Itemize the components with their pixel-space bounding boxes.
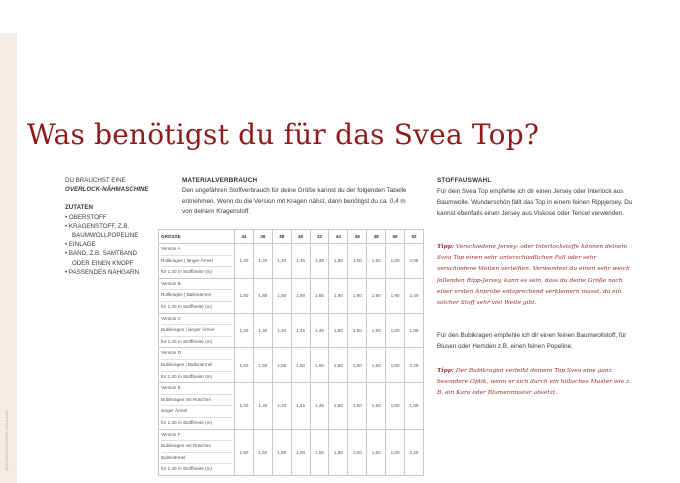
consumption-value: 1,85 xyxy=(310,278,329,313)
table-row xyxy=(159,429,424,475)
fabric-heading: STOFFAUSWAHL xyxy=(437,177,492,184)
consumption-value: 1,50 xyxy=(235,348,254,383)
consumption-value: 1,50 xyxy=(329,383,348,429)
version-description-line: Bubikragen | Ballonärmel xyxy=(161,360,232,372)
consumption-value: 1,40 xyxy=(235,244,254,279)
consumption-value: 1,50 xyxy=(291,429,310,475)
consumption-value: 1,50 xyxy=(367,244,386,279)
consumption-value: 1,80 xyxy=(235,278,254,313)
version-description-line: für 1,40 m Stoffbreite (m) xyxy=(161,466,212,472)
consumption-value: 1,80 xyxy=(272,278,291,313)
version-description-line: Version C xyxy=(161,314,232,326)
fabric-consumption-table xyxy=(158,229,424,476)
consumption-value: 1,60 xyxy=(386,383,405,429)
need-label: DU BRAUCHST EINE xyxy=(65,177,126,184)
consumption-value: 1,90 xyxy=(348,278,367,313)
ingredient-item: • EINLAGE xyxy=(65,241,96,249)
consumption-value: 1,50 xyxy=(329,313,348,348)
version-description xyxy=(159,244,235,279)
version-description xyxy=(159,278,235,313)
ingredient-item: ODER EINEN KNOPF xyxy=(72,259,134,267)
table-row xyxy=(159,348,424,383)
consumption-value: 1,50 xyxy=(367,313,386,348)
consumption-value: 1,50 xyxy=(348,313,367,348)
version-description-line: für 1,40 m Stoffbreite (m) xyxy=(161,373,212,379)
consumption-value: 1,45 xyxy=(291,313,310,348)
consumption-value: 1,40 xyxy=(272,383,291,429)
consumption-value: 1,60 xyxy=(386,244,405,279)
consumption-value: 1,50 xyxy=(329,429,348,475)
version-description-line: für 1,40 m Stoffbreite (m) xyxy=(161,338,212,344)
page-title: Was benötigst du für das Svea Top? xyxy=(27,118,540,151)
version-description-line: Rollkragen | langer Ärmel xyxy=(161,256,232,268)
version-description-line: Version B xyxy=(161,279,232,291)
consumption-value: 1,40 xyxy=(272,244,291,279)
size-column-header: 52 xyxy=(405,230,424,244)
version-description xyxy=(159,313,235,348)
consumption-value: 1,50 xyxy=(272,429,291,475)
consumption-value: 1,80 xyxy=(405,313,424,348)
version-description-line: Rollkragen | Ballonärmel xyxy=(161,290,232,302)
consumption-value: 1,60 xyxy=(386,348,405,383)
consumption-value: 1,60 xyxy=(386,429,405,475)
consumption-value: 1,50 xyxy=(272,348,291,383)
consumption-value: 1,40 xyxy=(253,244,272,279)
tip-2-label: Tipp: xyxy=(437,367,455,374)
requirements-column xyxy=(65,176,160,277)
ingredients-heading: ZUTATEN xyxy=(65,204,93,212)
consumption-value: 1,50 xyxy=(253,429,272,475)
material-heading: MATERIALVERBRAUCH xyxy=(182,177,258,184)
version-description-line: Ballonärmel xyxy=(161,453,232,465)
consumption-value: 1,50 xyxy=(348,244,367,279)
version-description-line: Bubikragen | langer Ärmel xyxy=(161,325,232,337)
version-description-line: Version A xyxy=(161,244,232,256)
consumption-value: 1,50 xyxy=(348,383,367,429)
consumption-value: 1,50 xyxy=(235,429,254,475)
consumption-value: 1,60 xyxy=(386,313,405,348)
size-column-header: 42 xyxy=(310,230,329,244)
consumption-value: 1,40 xyxy=(272,313,291,348)
consumption-value: 1,40 xyxy=(235,383,254,429)
version-description xyxy=(159,348,235,383)
size-column-header: 36 xyxy=(253,230,272,244)
consumption-value: 1,45 xyxy=(310,244,329,279)
version-description-line: für 1,40 m Stoffbreite (m) xyxy=(161,269,212,275)
version-description-line: Bubikragen mit Rüschen xyxy=(161,395,232,407)
ingredients-list xyxy=(65,213,160,277)
consumption-value: 1,80 xyxy=(405,383,424,429)
consumption-value: 1,60 xyxy=(367,429,386,475)
consumption-value: 2,20 xyxy=(405,429,424,475)
consumption-value: 1,60 xyxy=(348,429,367,475)
machine-label: OVERLOCK-NÄHMASCHINE xyxy=(65,186,149,194)
consumption-value: 1,90 xyxy=(386,278,405,313)
consumption-value: 1,40 xyxy=(235,313,254,348)
size-column-header: 38 xyxy=(272,230,291,244)
tip-1-text: Verschiedene Jersey- oder Interlockstoffe können deinem Svea Top einen sehr unterschiedlichen Fall oder sehr verschiedene Weiten verleihen. Verwendest du einen sehr weich fallenden Ripp-Jersey, kann es sein, dass du deine Größe nach einer ersten Anprobe entsprechend verkleinern musst, da ein solcher Stoff sehr viel Weite gibt. xyxy=(437,244,630,307)
size-column-header: 44 xyxy=(329,230,348,244)
consumption-value: 2,05 xyxy=(405,244,424,279)
consumption-value: 1,50 xyxy=(310,429,329,475)
consumption-value: 1,60 xyxy=(367,348,386,383)
consumption-value: 1,50 xyxy=(291,348,310,383)
version-description-line: für 1,40 m Stoffbreite (m) xyxy=(161,303,212,309)
version-description xyxy=(159,429,235,475)
table-row xyxy=(159,244,424,279)
consumption-value: 1,90 xyxy=(367,278,386,313)
table-row xyxy=(159,313,424,348)
consumption-value: 1,50 xyxy=(367,383,386,429)
table-row xyxy=(159,278,424,313)
side-credit: @STUDIO.GINGER.COLLAGE xyxy=(4,410,9,471)
consumption-value: 1,50 xyxy=(253,348,272,383)
consumption-value: 1,40 xyxy=(253,383,272,429)
table-body xyxy=(159,244,424,476)
fabric-text-2: Für den Bubikragen empfehle ich dir einen feinen Baumwollstoff, für Blusen oder Hemden z.B. einen feinen Popeline. xyxy=(437,332,627,351)
ingredient-item: • BAND, Z.B. SAMTBAND xyxy=(65,250,137,258)
consumption-value: 1,50 xyxy=(329,348,348,383)
ingredient-item: • OBERSTOFF xyxy=(65,213,107,221)
consumption-value: 2,40 xyxy=(405,278,424,313)
consumption-value: 1,80 xyxy=(291,278,310,313)
tip-2 xyxy=(437,365,637,400)
version-description-line: Bubikragen mit Rüschen xyxy=(161,441,232,453)
version-description-line: Version D xyxy=(161,348,232,360)
version-description xyxy=(159,383,235,429)
tip-1-label: Tipp: xyxy=(437,243,455,250)
size-column-header: 46 xyxy=(348,230,367,244)
consumption-value: 1,45 xyxy=(291,244,310,279)
tip-2-text: Der Bubikragen verleiht deinem Top Svea eine ganz besondere Optik, wenn er sich durch ein hübsches Muster wie z. B. ein Karo oder Blumenmuster absetzt. xyxy=(437,368,632,397)
tip-1 xyxy=(437,241,637,309)
consumption-value: 1,45 xyxy=(310,313,329,348)
table-header-row xyxy=(159,230,424,244)
consumption-value: 1,80 xyxy=(253,278,272,313)
version-description-line: langer Ärmel xyxy=(161,406,232,418)
consumption-value: 2,20 xyxy=(405,348,424,383)
size-column-header: 40 xyxy=(291,230,310,244)
size-column-header: 50 xyxy=(386,230,405,244)
consumption-value: 1,90 xyxy=(329,278,348,313)
consumption-value: 1,60 xyxy=(348,348,367,383)
version-description-line: Version F xyxy=(161,430,232,442)
size-column-header: 34 xyxy=(235,230,254,244)
fabric-text-1: Für dein Svea Top empfehle ich dir einen Jersey oder Interlock aus Baumwolle. Wunderschön fällt das Top in einem feinen Rippjersey. Du kannst ebenfalls einen Jersey aus Viskose oder Tencel verwenden. xyxy=(437,188,633,218)
table-row xyxy=(159,383,424,429)
ingredient-item: BAUMWOLLPOPELINE xyxy=(72,232,139,240)
size-header: GRÖSSE xyxy=(159,230,235,244)
ingredient-item: • PASSENDES NÄHGARN xyxy=(65,268,139,276)
consumption-value: 1,40 xyxy=(253,313,272,348)
consumption-value: 1,45 xyxy=(291,383,310,429)
consumption-value: 1,50 xyxy=(310,348,329,383)
material-text: Den ungefähren Stoffverbrauch für deine Größe kannst du der folgenden Tabelle entnehmen. Wenn du die Version mit Kragen nähst, dann benötigst du ca. 0,4 m von deinem Kragenstoff. xyxy=(182,187,407,216)
version-description-line: für 1,40 m Stoffbreite (m) xyxy=(161,419,212,425)
version-description-line: Version E xyxy=(161,383,232,395)
consumption-value: 1,50 xyxy=(329,244,348,279)
size-column-header: 48 xyxy=(367,230,386,244)
consumption-value: 1,45 xyxy=(310,383,329,429)
ingredient-item: • KRAGENSTOFF, Z.B. xyxy=(65,222,130,230)
